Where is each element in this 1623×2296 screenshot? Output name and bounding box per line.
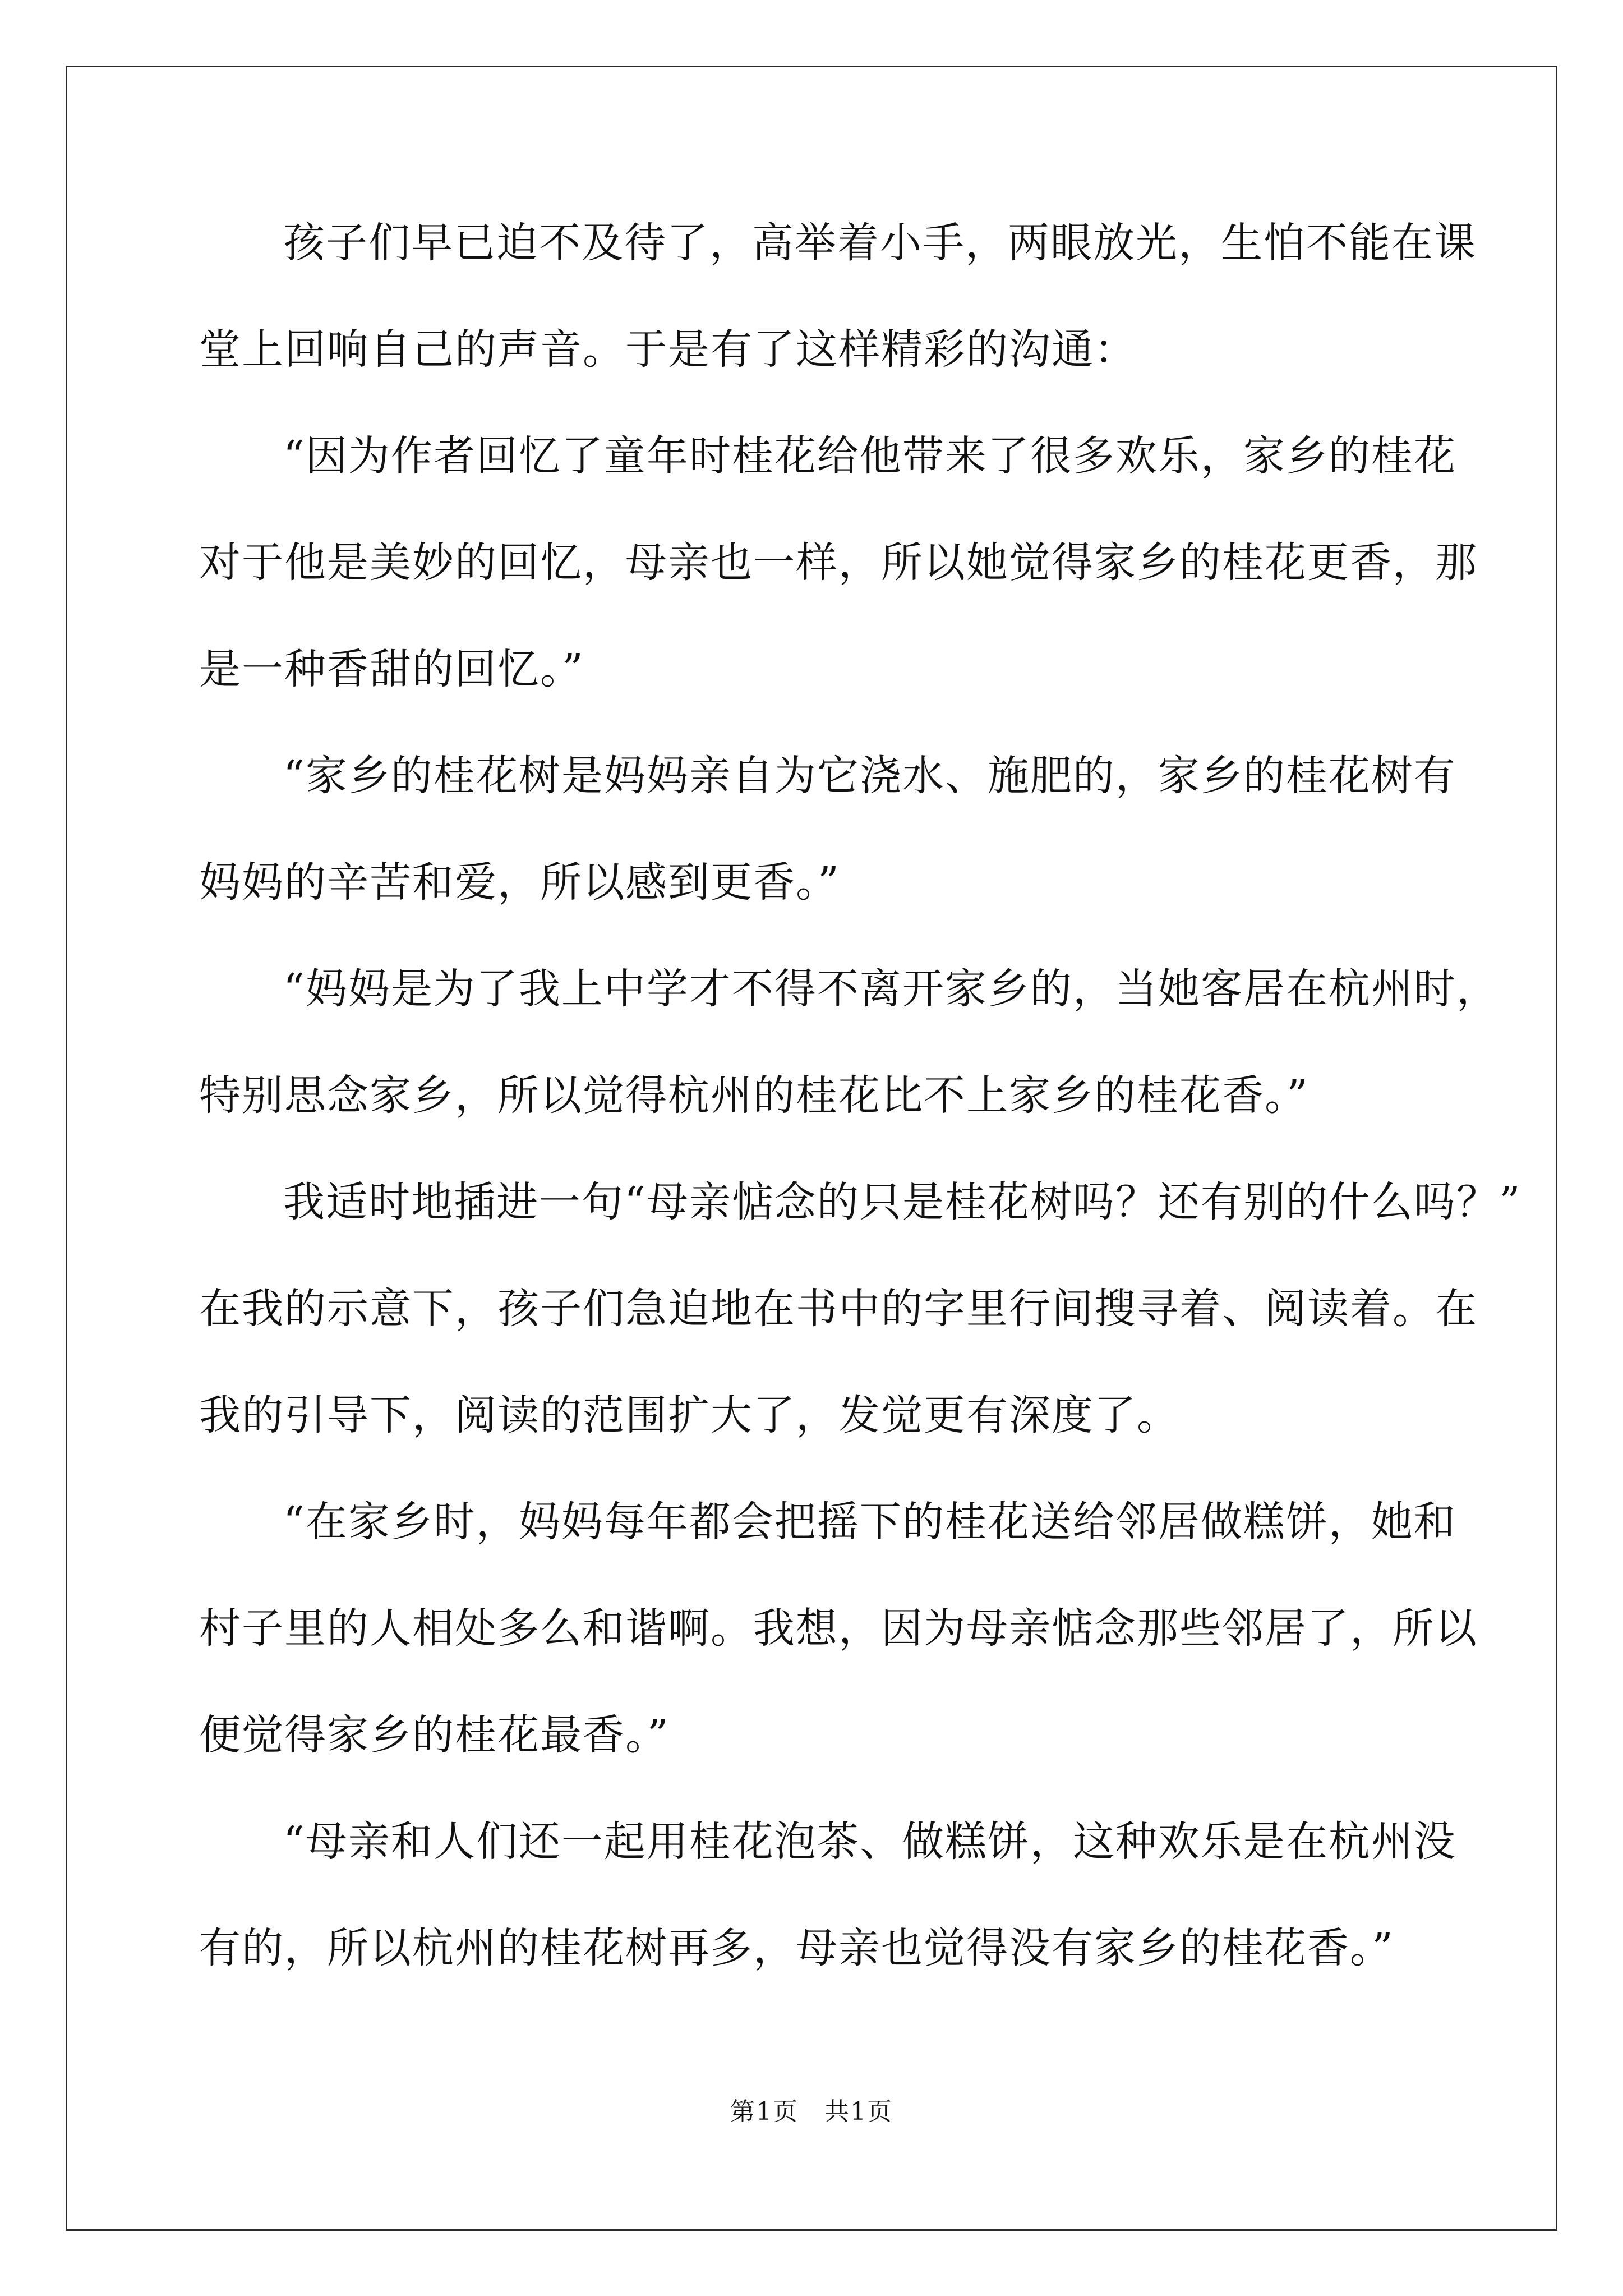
text-line: 妈妈的辛苦和爱，所以感到更香。” — [199, 858, 840, 907]
text-line: “妈妈是为了我上中学才不得不离开家乡的，当她客居在杭州时， — [283, 965, 1499, 1013]
text-line: “家乡的桂花树是妈妈亲自为它浇水、施肥的，家乡的桂花树有 — [283, 752, 1456, 800]
text-line: 在我的示意下，孩子们急迫地在书中的字里行间搜寻着、阅读着。在 — [199, 1285, 1478, 1333]
text-line: 便觉得家乡的桂花最香。” — [199, 1711, 670, 1759]
text-line: “在家乡时，妈妈每年都会把摇下的桂花送给邻居做糕饼，她和 — [283, 1498, 1456, 1546]
text-line: 孩子们早已迫不及待了，高举着小手，两眼放光，生怕不能在课 — [283, 219, 1477, 267]
text-line: 有的，所以杭州的桂花树再多，母亲也觉得没有家乡的桂花香。” — [199, 1924, 1394, 1972]
page-border — [66, 66, 1557, 2231]
text-line: 我的引导下，阅读的范围扩大了，发觉更有深度了。 — [199, 1391, 1179, 1439]
page-number-total: 共1页 — [824, 2097, 893, 2126]
page-number-current: 第1页 — [730, 2097, 799, 2126]
text-line: 我适时地插进一句“母亲惦念的只是桂花树吗？还有别的什么吗？” — [283, 1178, 1521, 1226]
text-line: 特别思念家乡，所以觉得杭州的桂花比不上家乡的桂花香。” — [199, 1071, 1309, 1120]
text-line: “母亲和人们还一起用桂花泡茶、做糕饼，这种欢乐是在杭州没 — [283, 1818, 1456, 1866]
page-footer — [0, 2096, 1623, 2128]
text-line: “因为作者回忆了童年时桂花给他带来了很多欢乐，家乡的桂花 — [283, 432, 1456, 480]
text-line: 堂上回响自己的声音。于是有了这样精彩的沟通： — [199, 325, 1137, 374]
text-line: 村子里的人相处多么和谐啊。我想，因为母亲惦念那些邻居了，所以 — [199, 1604, 1478, 1653]
text-line: 对于他是美妙的回忆，母亲也一样，所以她觉得家乡的桂花更香，那 — [199, 539, 1478, 587]
text-line: 是一种香甜的回忆。” — [199, 645, 584, 693]
